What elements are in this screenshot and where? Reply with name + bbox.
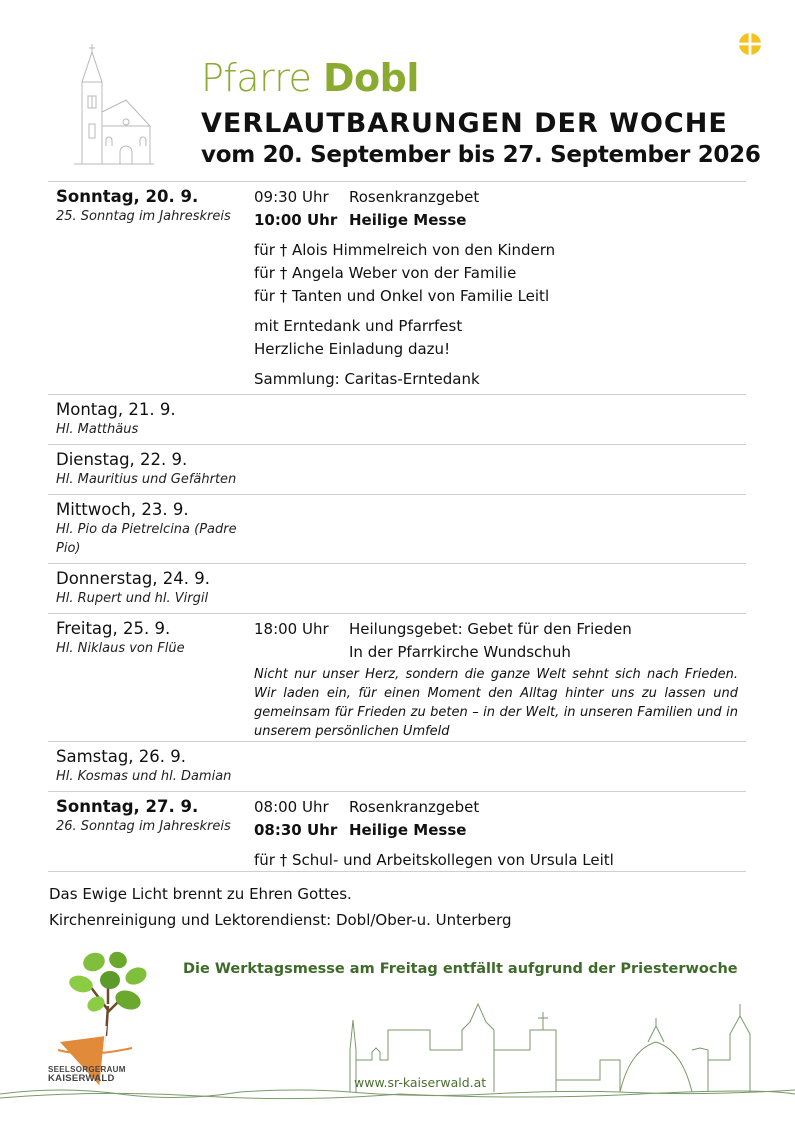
day-row-tuesday [48,444,746,494]
event-time: 18:00 Uhr [254,620,329,638]
event-title: Heilige Messe [349,821,467,839]
mass-intention: für † Alois Himmelreich von den Kindern [254,241,556,259]
parish-name-bold: Dobl [322,56,419,100]
day-name: Freitag, 25. 9. [56,619,171,638]
page-title: VERLAUTBARUNGEN DER WOCHE [201,108,728,139]
event-time: 08:30 Uhr [254,821,338,839]
event-healing-prayer [254,618,738,641]
cleaning-duty-note: Kirchenreinigung und Lektorendienst: Dobl/Ober-u. Unterberg [49,911,512,929]
event-mass [254,819,738,842]
event-location: In der Pfarrkirche Wundschuh [349,643,571,661]
eternal-light-note: Das Ewige Licht brennt zu Ehren Gottes. [49,885,352,903]
day-row-sunday-20 [48,181,746,394]
feast-name: Hl. Niklaus von Flüe [56,641,185,656]
day-name: Donnerstag, 24. 9. [56,569,211,588]
page-subtitle: vom 20. September bis 27. September 2026 [201,142,761,168]
feast-name: 25. Sonntag im Jahreskreis [56,209,231,224]
feast-name: Hl. Rupert und hl. Virgil [56,591,209,606]
day-row-thursday [48,563,746,613]
weekly-schedule [48,181,746,872]
church-outline-icon [74,42,154,166]
day-row-wednesday [48,494,746,563]
day-name: Samstag, 26. 9. [56,747,187,766]
event-mass [254,209,738,232]
event-location-row [254,641,738,664]
cancellation-notice: Die Werktagsmesse am Freitag entfällt aufgrund der Priesterwoche [183,961,738,977]
logo-line-1: SEELSORGERAUM [48,1065,126,1074]
mass-intention: für † Tanten und Onkel von Familie Leitl [254,287,550,305]
feast-name: Hl. Mauritius und Gefährten [56,472,237,487]
extra-info: mit Erntedank und Pfarrfest [254,317,463,335]
event-title: Rosenkranzgebet [349,798,480,816]
day-name: Sonntag, 20. 9. [56,187,199,206]
day-name: Mittwoch, 23. 9. [56,500,189,519]
day-row-saturday [48,741,746,791]
logo-line-2: KAISERWALD [48,1073,115,1084]
day-row-monday [48,394,746,444]
day-row-friday [48,613,746,741]
event-time: 08:00 Uhr [254,798,329,816]
parish-prefix: Pfarre [201,56,312,100]
day-name: Montag, 21. 9. [56,400,176,419]
event-title: Heilungsgebet: Gebet für den Frieden [349,620,632,638]
day-name: Sonntag, 27. 9. [56,797,199,816]
mass-intention: für † Schul- und Arbeitskollegen von Ursula Leitl [254,851,614,869]
extra-info: Herzliche Einladung dazu! [254,340,451,358]
town-skyline-illustration [0,990,795,1110]
collection-info: Sammlung: Caritas-Erntedank [254,370,480,388]
day-name: Dienstag, 22. 9. [56,450,188,469]
feast-name: Hl. Pio da Pietrelcina (Padre Pio) [56,522,237,556]
event-time: 10:00 Uhr [254,211,338,229]
event-title: Rosenkranzgebet [349,188,480,206]
footer-notes [49,881,512,933]
day-row-sunday-27 [48,791,746,872]
feast-name: Hl. Matthäus [56,422,139,437]
feast-name: Hl. Kosmas und hl. Damian [56,769,232,784]
feast-name: 26. Sonntag im Jahreskreis [56,819,231,834]
mass-intention: für † Angela Weber von der Familie [254,264,517,282]
event-rosary [254,186,738,209]
event-rosary [254,796,738,819]
yellow-cross-circle-icon [738,32,762,56]
parish-name [201,56,419,100]
event-time: 09:30 Uhr [254,188,329,206]
website-link[interactable]: www.sr-kaiserwald.at [354,1075,487,1090]
event-description: Nicht nur unser Herz, sondern die ganze Welt sehnt sich nach Frieden. Wir laden ein, für einen Moment den Alltag hinter uns zu lassen und gemeinsam für Frieden zu beten – in der Welt, in unseren Familien und in unserem persönlichen Umfeld [254,667,738,739]
event-title: Heilige Messe [349,211,467,229]
